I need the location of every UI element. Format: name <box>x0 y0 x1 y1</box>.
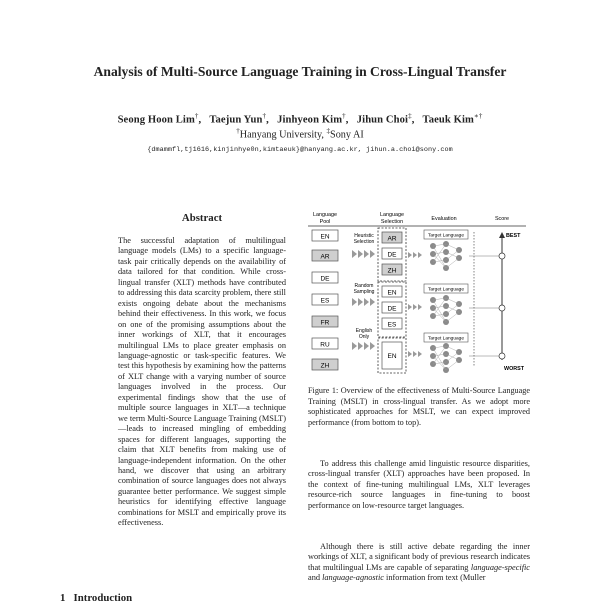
selected-label: DE <box>387 251 397 259</box>
selected-label: EN <box>387 289 397 297</box>
body-paragraph-2 <box>308 542 530 584</box>
author-mark: ∗† <box>473 112 483 120</box>
abstract-body: The successful adaptation of multilingual language models (LMs) to a specific language-task pair critically depends on the availability of data tailored for that condition. While cross-lingual transfer (XLT) methods have contributed to addressing this data scarcity problem, there still exists ongoing debate about the mechanisms behind their effectiveness. In this work, we focus on one of the promising assumptions about the inner workings of XLT, that it encourages multilingual LMs to place greater emphasis on language-agnostic or task-specific features. We test this hypothesis by examining how the patterns of XLT change with a varying number of source languages involved in the process. Our experimental findings show that the use of multiple source languages in XLT—a technique we term Multi-Source Language Training (MSLT)—leads to increased mingling of embedding spaces for different languages, supporting the claim that XLT benefits from making use of language-independent information. On the other hand, we discover that using an arbitrary combination of source languages does not always guarantee better performance. We suggest simple heuristics for identifying effective language combinations for MSLT and empirically prove its effectiveness. <box>118 236 286 528</box>
paragraph-text: and <box>308 573 323 583</box>
author-mark: † <box>342 112 346 120</box>
affil-text: Hanyang University, <box>239 129 327 141</box>
arrow-english <box>352 342 375 350</box>
strategy-english-2: Only <box>358 334 370 340</box>
score-marker <box>499 353 505 359</box>
header-language-selection-2: Selection <box>380 219 404 225</box>
target-language-label: Target Language <box>427 336 465 342</box>
arrow-random <box>352 298 375 306</box>
pool-label-es: ES <box>320 297 330 305</box>
selection-group-english <box>378 338 406 373</box>
pool-label-ar: AR <box>320 253 330 261</box>
selection-group-heuristic <box>378 228 406 281</box>
section-title: Introduction <box>73 592 133 604</box>
author-name: Seong Hoon Lim <box>117 114 195 126</box>
author-name: Taejun Yun <box>209 114 263 126</box>
paragraph-text: Although there is still active debate regarding the inner workings of XLT, a significant body of previous research indicates that multilingual LMs are capable of separating <box>308 542 530 572</box>
author-name: Jihun Choi <box>356 114 409 126</box>
eval-arrow <box>408 304 422 310</box>
selected-label: DE <box>387 305 397 313</box>
pool-label-fr: FR <box>320 319 330 327</box>
header-language-pool-2: Pool <box>319 219 331 225</box>
network-icon <box>430 343 462 373</box>
network-icon <box>430 295 462 325</box>
author-name: Taeuk Kim <box>422 114 474 126</box>
score-arrow-icon <box>499 232 505 238</box>
score-marker <box>499 305 505 311</box>
abstract-heading: Abstract <box>181 212 223 224</box>
selection-group-random <box>378 282 406 337</box>
strategy-heuristic-2: Selection <box>353 239 375 245</box>
figure-1-caption: Figure 1: Overview of the effectiveness of Multi-Source Language Training (MSLT) in cross-lingual transfer. As we adopt more sophisticated approaches for MSLT, we can expect improved performance (from bottom to top). <box>308 386 530 427</box>
emphasis-language-specific: language-specific <box>470 562 530 572</box>
header-language-pool: Language <box>313 212 337 218</box>
body-paragraph-1: To address this challenge amid linguistic resource disparities, cross-lingual transfer (XLT) approaches have been proposed. In the context of fine-tuning multilingual LMs, XLT leverages resource-rich source languages in fine-tuning to boost performance on low-resource target languages. <box>308 459 530 510</box>
score-worst-label: WORST <box>504 366 525 372</box>
target-language-label: Target Language <box>427 233 465 239</box>
pool-label-ru: RU <box>320 341 330 349</box>
figure-1 <box>308 208 528 378</box>
strategy-heuristic-1: Heuristic <box>354 233 374 239</box>
header-language-selection: Language <box>380 212 404 218</box>
section-number: 1 <box>60 592 66 604</box>
strategy-english-1: English <box>355 328 373 334</box>
pool-label-zh: ZH <box>320 362 330 370</box>
eval-arrow <box>408 252 422 258</box>
header-evaluation: Evaluation <box>431 216 457 222</box>
score-axis <box>469 232 525 372</box>
language-pool <box>312 230 338 370</box>
selected-label: ES <box>387 321 397 329</box>
section-heading-introduction <box>60 592 132 604</box>
arrow-heuristic <box>352 250 375 258</box>
evaluation-rows <box>408 230 468 373</box>
pool-label-en: EN <box>320 233 330 241</box>
selected-label: ZH <box>387 267 397 275</box>
figure-1-diagram <box>308 208 528 378</box>
affil-text: Sony AI <box>330 129 364 141</box>
affil-mark: † <box>236 127 240 135</box>
affiliations <box>0 127 600 140</box>
affil-mark: ‡ <box>326 127 331 135</box>
author-mark: ‡ <box>408 112 412 120</box>
pool-label-de: DE <box>320 275 330 283</box>
strategy-random-1: Random <box>354 283 374 289</box>
score-best-label: BEST <box>506 233 521 239</box>
selected-label: AR <box>387 235 397 243</box>
author-mark: † <box>194 112 199 120</box>
strategy-random-2: Sampling <box>353 289 375 295</box>
header-score: Score <box>494 216 510 222</box>
author-name: Jinhyeon Kim <box>277 114 343 126</box>
paper-title: Analysis of Multi-Source Language Training in Cross-Lingual Transfer <box>93 64 507 79</box>
target-language-label: Target Language <box>427 287 465 293</box>
emphasis-language-agnostic: language-agnostic <box>322 573 384 583</box>
selected-label: EN <box>387 353 397 360</box>
eval-arrow <box>408 351 422 357</box>
paragraph-text: information from text (Muller <box>383 573 486 583</box>
author-mark: † <box>262 112 267 120</box>
author-emails: {dmammfl,tj1616,kinjinhye0n,kimtaeuk}@hanyang.ac.kr, jihun.a.choi@sony.com <box>147 146 453 154</box>
score-marker <box>499 253 505 259</box>
author-list: Seong Hoon Lim†, Taejun Yun†, Jinhyeon Kim†, Jihun Choi‡, Taeuk Kim∗† <box>117 112 483 126</box>
network-icon <box>430 241 462 271</box>
